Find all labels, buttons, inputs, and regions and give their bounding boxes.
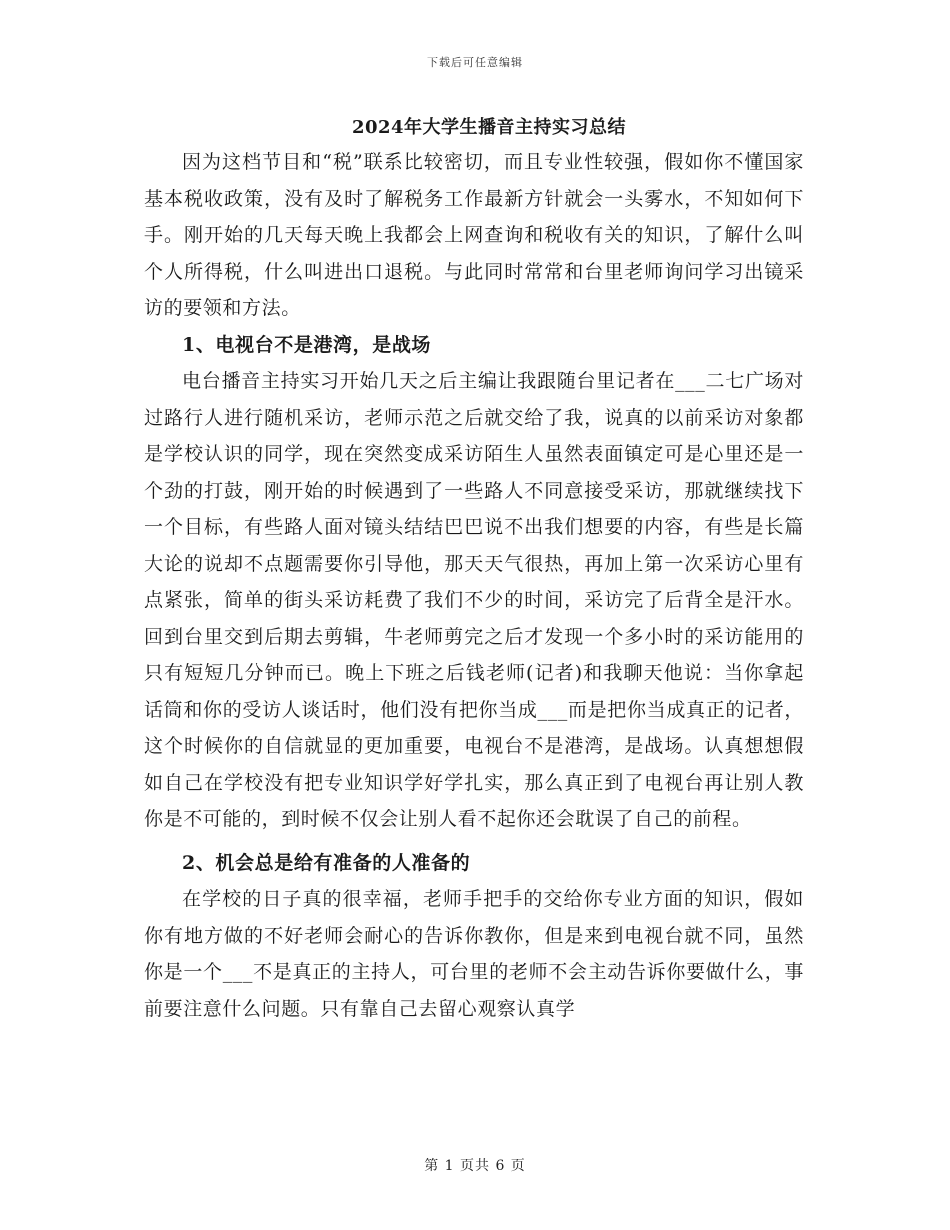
section-body-2: 在学校的日子真的很幸福，老师手把手的交给你专业方面的知识，假如你有地方做的不好老师会耐心的告诉你教你，但是来到电视台就不同，虽然你是一个___不是真正的主持人，可台里的老师不会主动告诉你要做什么，事前要注意什么问题。只有靠自己去留心观察认真学	[144, 888, 804, 1020]
document-body	[144, 112, 804, 1027]
header-note: 下载后可任意编辑	[427, 56, 523, 69]
page-number: 第 1 页共 6 页	[424, 1158, 526, 1174]
intro-paragraph: 因为这档节目和“税”联系比较密切，而且专业性较强，假如你不懂国家基本税收政策，没有及时了解税务工作最新方针就会一头雾水，不知如何下手。刚开始的几天每天晚上我都会上网查询和税收有关的知识，了解什么叫个人所得税，什么叫进出口退税。与此同时常常和台里老师询问学习出镜采访的要领和方法。	[144, 151, 804, 319]
section-heading-2: 2、机会总是给有准备的人准备的	[182, 851, 471, 874]
document-title: 2024年大学生播音主持实习总结	[351, 117, 627, 138]
section-body-1: 电台播音主持实习开始几天之后主编让我跟随台里记者在___二七广场对过路行人进行随机采访，老师示范之后就交给了我，说真的以前采访对象都是学校认识的同学，现在突然变成采访陌生人虽然表面镇定可是心里还是一个劲的打鼓，刚开始的时候遇到了一些路人不同意接受采访，那就继续找下一个目标，有些路人面对镜头结结巴巴说不出我们想要的内容，有些是长篇大论的说却不点题需要你引导他，那天天气很热，再加上第一次采访心里有点紧张，简单的街头采访耗费了我们不少的时间，采访完了后背全是汗水。回到台里交到后期去剪辑，牛老师剪完之后才发现一个多小时的采访能用的只有短短几分钟而已。晚上下班之后钱老师(记者)和我聊天他说：当你拿起话筒和你的受访人谈话时，他们没有把你当成___而是把你当成真正的记者，这个时候你的自信就显的更加重要，电视台不是港湾，是战场。认真想想假如自己在学校没有把专业知识学好学扎实，那么真正到了电视台再让别人教你是不可能的，到时候不仅会让别人看不起你还会耽误了自己的前程。	[144, 370, 804, 830]
section-heading-1: 1、电视台不是港湾，是战场	[182, 333, 432, 356]
